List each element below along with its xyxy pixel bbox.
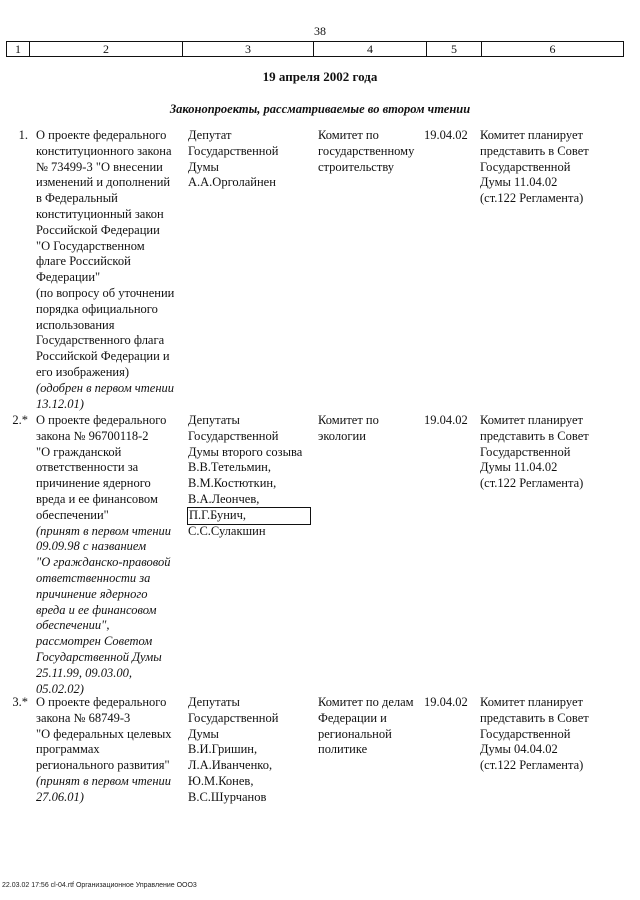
note-line: представить в Совет [480,428,589,443]
bill-title-line: ответственности за [36,460,139,475]
bill-title-line: Государственной Думы [36,649,162,664]
bill-title-line: О проекте федерального [36,128,167,142]
note-line: Государственной [480,444,571,459]
bill-title-line: 13.12.01) [36,396,84,411]
author-line: Депутаты [188,695,240,709]
column-number-header [6,41,624,57]
committee-line: государственному [318,143,415,158]
column-number: 6 [482,42,624,57]
author-line: Л.А.Иванченко, [188,758,273,773]
committee-note [480,695,630,774]
note-line: (ст.122 Регламента) [480,191,584,206]
bill-title-line: 25.11.99, 09.03.00, [36,665,132,680]
column-number: 5 [427,42,482,57]
bill-title-line: "О федеральных целевых [36,726,172,741]
bill-title-line: "О гражданско-правовой [36,555,171,570]
item-number: 3.* [12,695,28,709]
author-line: Ю.М.Конев, [188,773,254,788]
responsible-committee [318,128,428,175]
bill-title-line: (принят в первом чтении [36,773,172,788]
bill-title-line: конституционного закона [36,143,172,158]
bill-title-line: обеспечении" [36,507,109,522]
author-line: В.А.Леончев, [188,491,260,506]
note-line: Государственной [480,159,571,174]
note-line: (ст.122 Регламента) [480,758,584,773]
author-line: С.С.Сулакшин [188,523,266,538]
note-line: Комитет планирует [480,695,583,709]
footer-note: 22.03.02 17:56 cl-04.rtf Организационное Управление ООО3 [2,882,197,889]
bill-title-line: № 73499-3 "О внесении [36,159,163,174]
committee-note [480,413,630,492]
committee-line: Комитет по делам [318,695,414,709]
note-line: Комитет планирует [480,413,583,427]
column-number: 4 [314,42,427,57]
bill-title-line: "О гражданской [36,444,122,459]
bill-title-line: его изображения) [36,364,130,379]
author-line: Государственной [188,428,279,443]
responsible-committee [318,413,428,445]
bill-title-line: изменений и дополнений [36,175,171,190]
date-heading: 19 апреля 2002 года [262,69,378,84]
committee-line: Комитет по [318,413,379,427]
bill-title-line: Федерации" [36,270,101,285]
bill-title-line: 09.09.98 с названием [36,539,147,554]
bill-title-line: "О Государственном [36,238,145,253]
bill-title-line: регионального развития" [36,758,170,773]
bill-title-line: рассмотрен Советом [36,634,153,649]
bill-title-line: Российской Федерации [36,222,160,237]
author-line: Государственной [188,143,279,158]
committee-line: Комитет по [318,128,379,142]
item-number: 1. [18,128,28,142]
note-line: представить в Совет [480,143,589,158]
bill-title [36,413,184,697]
bill-title-line: программах [36,742,100,757]
bill-title-line: вреда и ее финансовом [36,491,158,506]
bill-title-line: Российской Федерации и [36,349,170,364]
review-date: 19.04.02 [424,695,468,709]
bill-title-line: вреда и ее финансовом [36,602,157,617]
bill-title-line: 27.06.01) [36,789,84,804]
committee-line: политике [318,742,368,757]
author-line: В.И.Гришин, [188,742,258,757]
author-line: Думы [188,159,219,174]
bill-title-line: закона № 68749-3 [36,710,131,725]
committee-note [480,128,630,207]
bill-author [188,413,316,539]
author-line: П.Г.Бунич, [188,508,310,524]
bill-title-line: причинение ядерного [36,586,148,601]
bill-title [36,695,184,806]
column-number: 1 [7,42,30,57]
bill-author [188,128,316,191]
bill-title [36,128,184,412]
column-number: 3 [183,42,314,57]
bill-title-line: 05.02.02) [36,681,84,696]
bill-title-line: причинение ядерного [36,476,151,491]
note-line: Государственной [480,726,571,741]
responsible-committee [318,695,428,758]
bill-title-line: в Федеральный [36,191,118,206]
author-line: А.А.Орголайнен [188,175,276,190]
review-date: 19.04.02 [424,413,468,427]
column-number: 2 [30,42,183,57]
bill-title-line: О проекте федерального [36,413,167,427]
bill-title-line: (принят в первом чтении [36,523,172,538]
bill-title-line: (одобрен в первом чтении [36,380,175,395]
author-line: Думы [188,726,219,741]
note-line: (ст.122 Регламента) [480,476,584,491]
bill-title-line: Государственного флага [36,333,165,348]
bill-title-line: обеспечении", [36,618,110,633]
author-line: В.М.Костюткин, [188,476,277,491]
author-line: В.С.Шурчанов [188,789,267,804]
page-number: 38 [314,24,326,38]
note-line: Думы 04.04.02 [480,742,558,757]
bill-title-line: конституционный закон [36,206,164,221]
section-heading: Законопроекты, рассматриваемые во втором чтении [169,102,471,116]
item-number: 2.* [12,413,28,427]
bill-title-line: (по вопросу об уточнении [36,285,175,300]
bill-title-line: закона № 96700118-2 [36,428,149,443]
author-line: Государственной [188,710,279,725]
bill-author [188,695,316,806]
author-line: Депутат [188,128,232,142]
committee-line: Федерации и [318,710,387,725]
bill-title-line: использования [36,317,115,332]
author-line: Думы второго созыва [188,444,303,459]
note-line: Комитет планирует [480,128,583,142]
note-line: Думы 11.04.02 [480,175,558,190]
bill-title-line: флаге Российской [36,254,131,269]
note-line: Думы 11.04.02 [480,460,558,475]
review-date: 19.04.02 [424,128,468,142]
note-line: представить в Совет [480,710,589,725]
bill-title-line: ответственности за [36,570,151,585]
committee-line: строительству [318,159,395,174]
committee-line: региональной [318,726,392,741]
author-line: Депутаты [188,413,240,427]
committee-line: экологии [318,428,366,443]
bill-title-line: О проекте федерального [36,695,167,709]
author-line: В.В.Тетельмин, [188,460,271,475]
bill-title-line: порядка официального [36,301,158,316]
